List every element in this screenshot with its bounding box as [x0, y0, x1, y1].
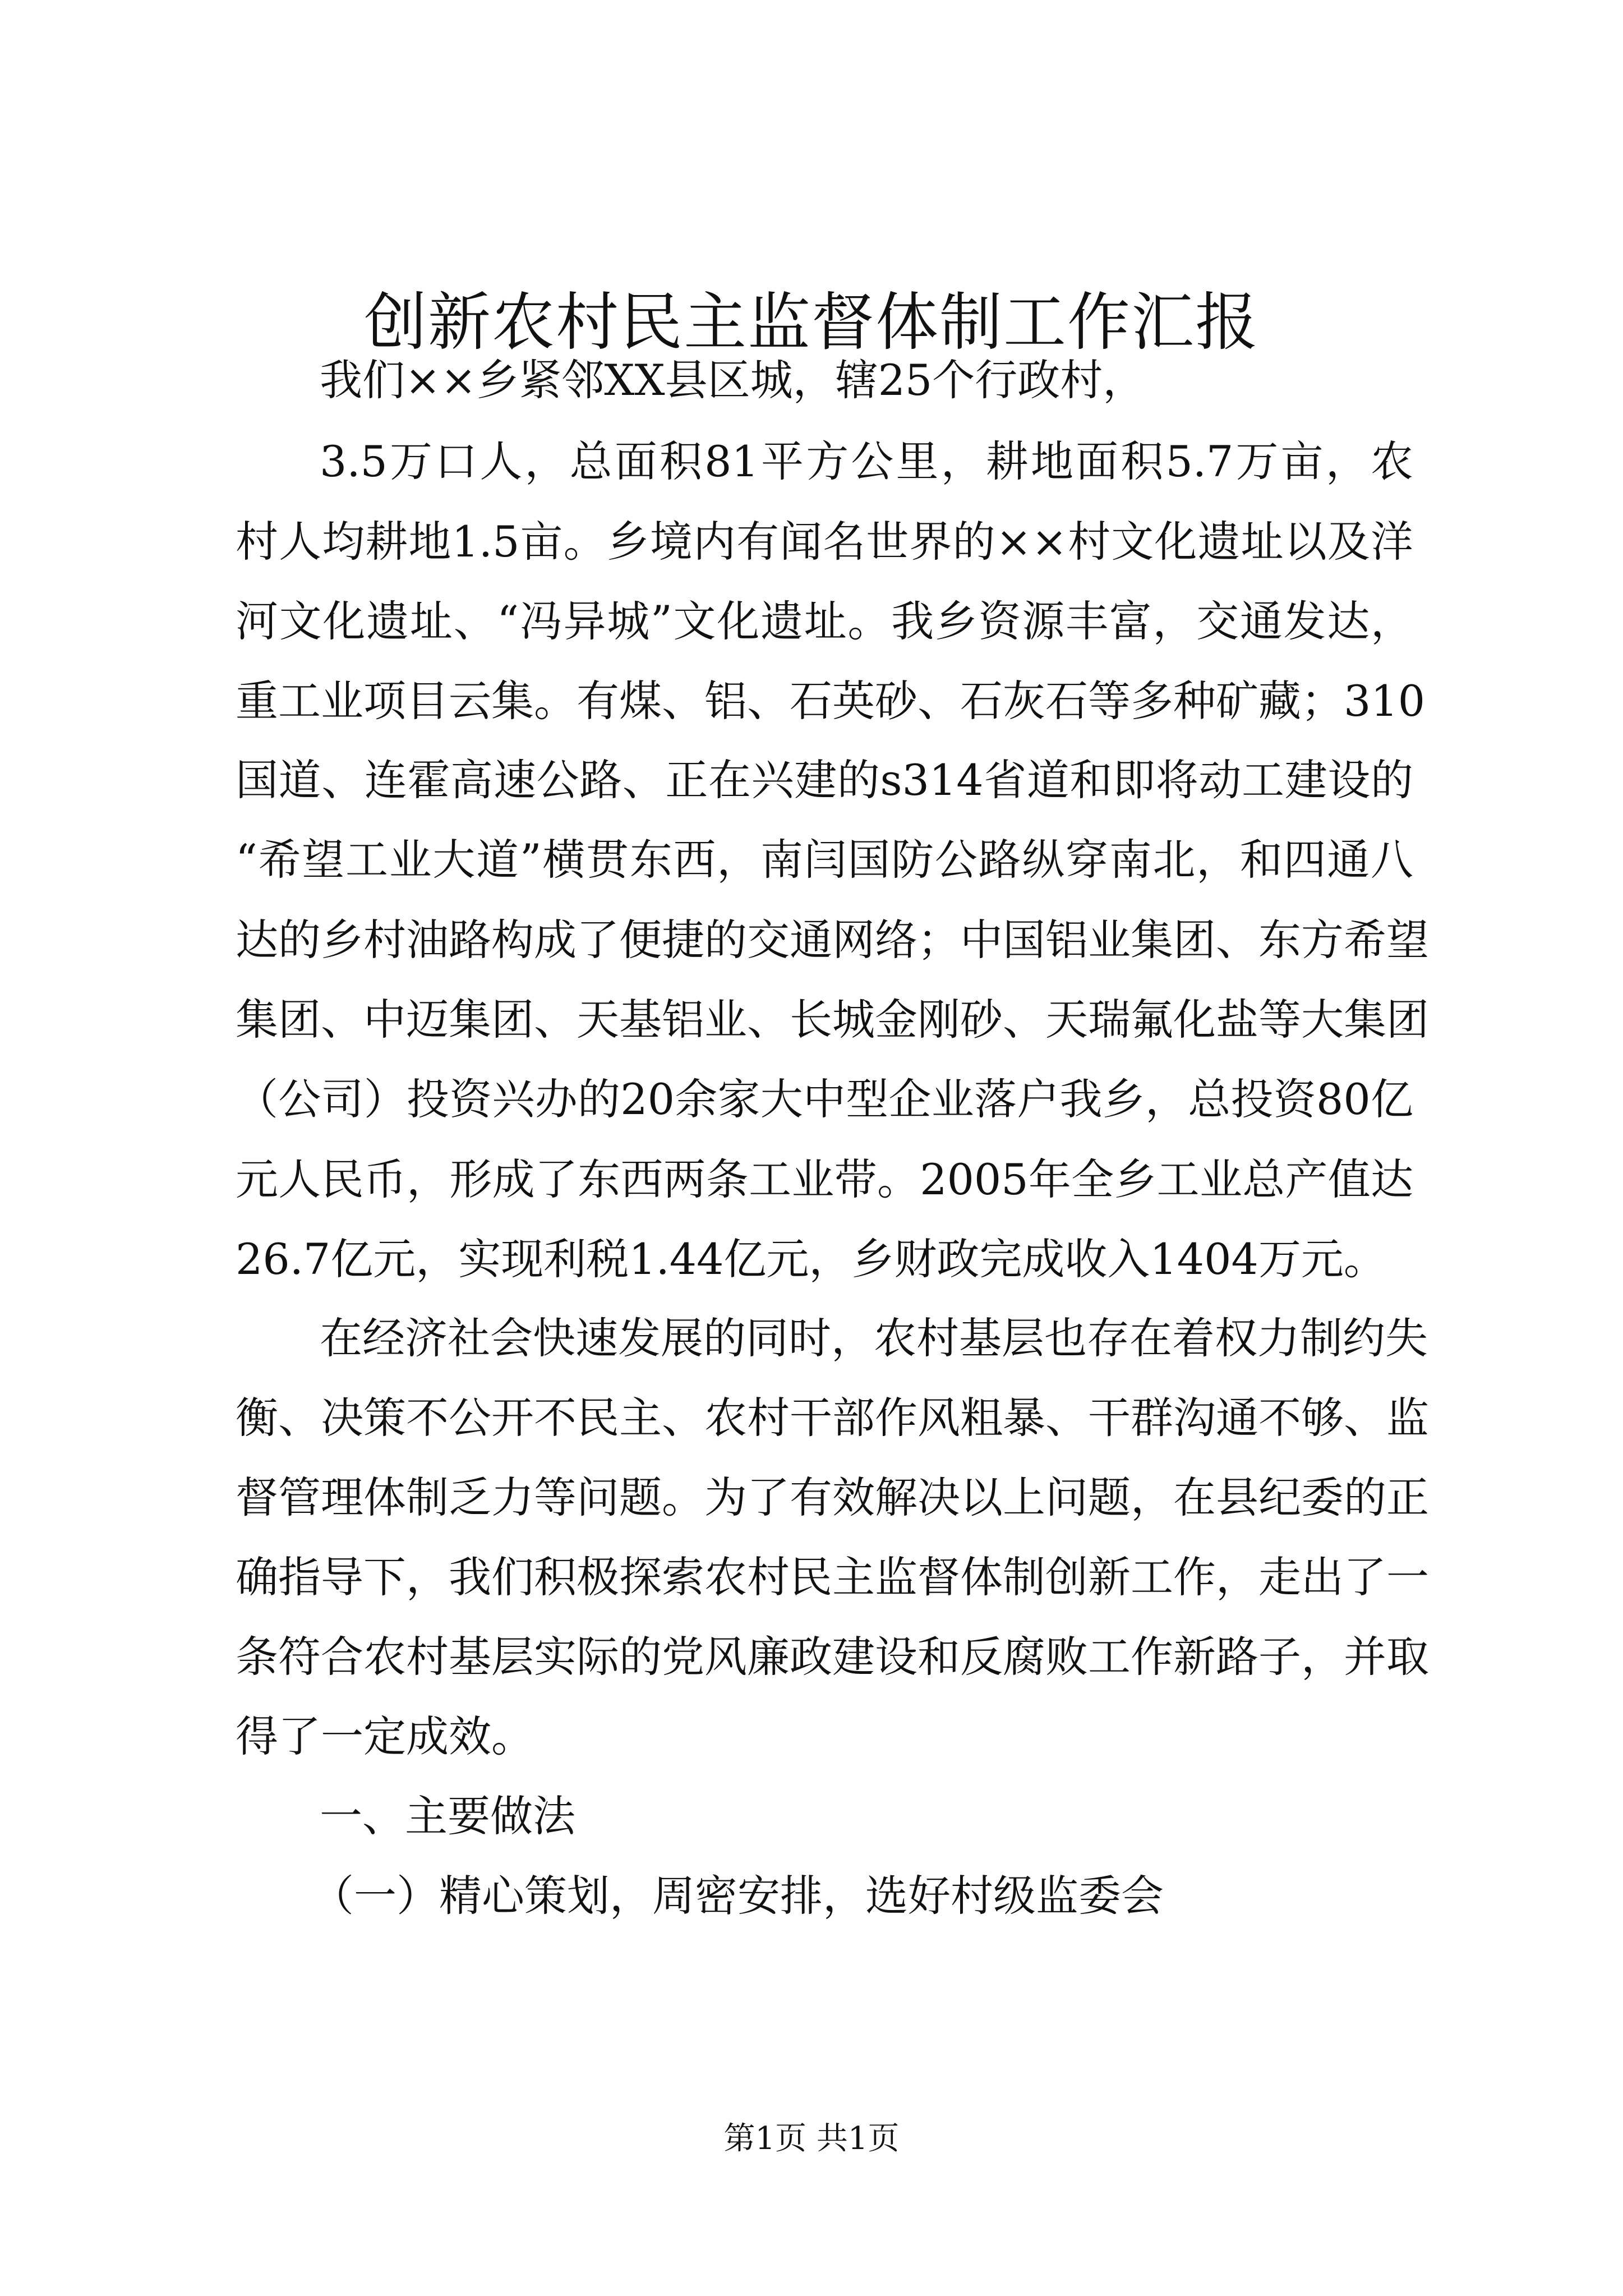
paragraph-2-line: 达的乡村油路构成了便捷的交通网络；中国铝业集团、东方希望 [236, 915, 1429, 965]
paragraph-1-line: 我们××乡紧邻XX县区城，辖25个行政村， [320, 355, 1146, 405]
paragraph-3-line: 确指导下，我们积极探索农村民主监督体制创新工作，走出了一 [236, 1552, 1429, 1602]
paragraph-3-line: 条符合农村基层实际的党风廉政建设和反腐败工作新路子，并取 [236, 1632, 1429, 1682]
section-heading: 一、主要做法 [320, 1791, 575, 1841]
paragraph-3-line: 得了一定成效。 [236, 1711, 534, 1761]
paragraph-2-line: 元人民币，形成了东西两条工业带。2005年全乡工业总产值达 [236, 1154, 1413, 1204]
paragraph-2-line: 河文化遗址、“冯异城”文化遗址。我乡资源丰富，交通发达， [236, 596, 1413, 646]
paragraph-2-line: （公司）投资兴办的20余家大中型企业落户我乡，总投资80亿 [236, 1074, 1413, 1124]
paragraph-2-line: 3.5万口人，总面积81平方公里，耕地面积5.7万亩，农 [320, 436, 1413, 486]
page-number: 第1页 共1页 [723, 2120, 900, 2157]
paragraph-2-line: 集团、中迈集团、天基铝业、长城金刚砂、天瑞氟化盐等大集团 [236, 995, 1429, 1045]
paragraph-3-line: 衡、决策不公开不民主、农村干部作风粗暴、干群沟通不够、监 [236, 1393, 1429, 1443]
document-title: 创新农村民主监督体制工作汇报 [364, 286, 1259, 359]
paragraph-2-line: 国道、连霍高速公路、正在兴建的s314省道和即将动工建设的 [236, 755, 1413, 805]
subsection-heading: （一）精心策划，周密安排，选好村级监委会 [311, 1871, 1164, 1921]
paragraph-2-line: 26.7亿元，实现利税1.44亿元，乡财政完成收入1404万元。 [236, 1234, 1386, 1284]
paragraph-2-line: “希望工业大道”横贯东西，南闫国防公路纵穿南北，和四通八 [236, 835, 1413, 885]
paragraph-3-line: 在经济社会快速发展的同时，农村基层也存在着权力制约失 [320, 1313, 1428, 1363]
paragraph-3-line: 督管理体制乏力等问题。为了有效解决以上问题，在县纪委的正 [236, 1473, 1429, 1522]
paragraph-2-line: 重工业项目云集。有煤、铝、石英砂、石灰石等多种矿藏；310 [236, 676, 1426, 726]
paragraph-2-line: 村人均耕地1.5亩。乡境内有闻名世界的××村文化遗址以及洋 [236, 517, 1413, 567]
